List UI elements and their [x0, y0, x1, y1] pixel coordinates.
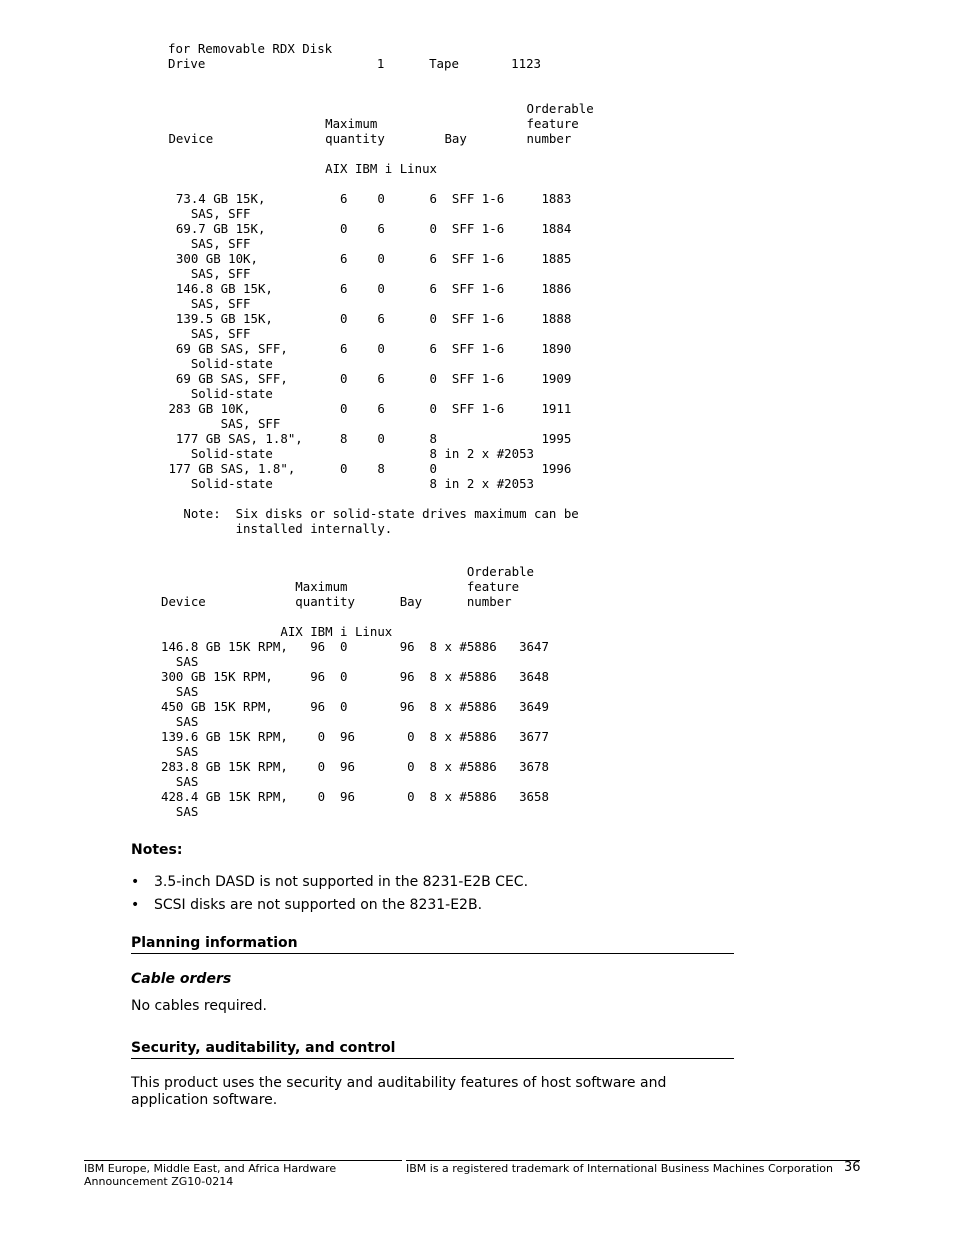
internal-disk-table — [161, 101, 594, 536]
cable-orders-text: No cables required. — [131, 998, 268, 1014]
planning-information-heading: Planning information — [131, 935, 734, 954]
bullet-icon: • — [131, 874, 140, 890]
table-row: 300 GB 15K RPM, 96 0 96 8 x #5886 3648 SAS — [161, 669, 549, 699]
table-row: 283 GB 10K, 0 6 0 SFF 1-6 1911 SAS, SFF — [168, 401, 572, 431]
notes-list — [131, 873, 528, 919]
table-row: 139.6 GB 15K RPM, 0 96 0 8 x #5886 3677 SAS — [161, 729, 549, 759]
page-number: 36 — [844, 1160, 861, 1175]
table-row: 69 GB SAS, SFF, 0 6 0 SFF 1-6 1909 Solid-state — [175, 371, 572, 401]
removable-rdx-drive-row: for Removable RDX Disk Drive 1 Tape 1123 — [168, 41, 541, 71]
notes-heading: Notes: — [131, 842, 183, 858]
cable-orders-subheading: Cable orders — [131, 971, 232, 987]
table-row: 146.8 GB 15K RPM, 96 0 96 8 x #5886 3647 SAS — [161, 639, 549, 669]
table-header: Orderable Maximum feature Device quantity Bay number AIX IBM i Linux — [161, 564, 534, 639]
table-row: 139.5 GB 15K, 0 6 0 SFF 1-6 1888 SAS, SFF — [175, 311, 572, 341]
table-row: 177 GB SAS, 1.8", 0 8 0 1996 Solid-state 8 in 2 x #2053 — [168, 461, 572, 491]
security-heading: Security, auditability, and control — [131, 1040, 734, 1059]
footer-announcement: IBM Europe, Middle East, and Africa Hardware Announcement ZG10-0214 — [84, 1162, 337, 1188]
list-item-text: 3.5-inch DASD is not supported in the 8231-E2B CEC. — [154, 874, 529, 890]
table-row: 69 GB SAS, SFF, 6 0 6 SFF 1-6 1890 Solid-state — [175, 341, 572, 371]
footer-trademark: IBM is a registered trademark of International Business Machines Corporation — [406, 1162, 833, 1175]
footer-divider-left — [84, 1160, 402, 1161]
table-row: 428.4 GB 15K RPM, 0 96 0 8 x #5886 3658 SAS — [161, 789, 549, 819]
list-item-text: SCSI disks are not supported on the 8231-E2B. — [154, 897, 483, 913]
list-item — [131, 873, 528, 896]
table-row: 177 GB SAS, 1.8", 8 0 8 1995 Solid-state 8 in 2 x #2053 — [175, 431, 572, 461]
bullet-icon: • — [131, 897, 140, 913]
external-disk-table — [161, 564, 549, 819]
footer-divider-right — [406, 1160, 860, 1161]
table-row: 450 GB 15K RPM, 96 0 96 8 x #5886 3649 SAS — [161, 699, 549, 729]
table-header: Orderable Maximum feature Device quantity Bay number AIX IBM i Linux — [168, 101, 594, 176]
table-note: Note: Six disks or solid-state drives maximum can be installed internally. — [183, 506, 579, 536]
security-text: This product uses the security and auditability features of host software and application software. — [131, 1075, 667, 1108]
table-row: 146.8 GB 15K, 6 0 6 SFF 1-6 1886 SAS, SFF — [175, 281, 572, 311]
table-row: 73.4 GB 15K, 6 0 6 SFF 1-6 1883 SAS, SFF — [175, 191, 572, 221]
list-item — [131, 896, 528, 919]
table-row: 300 GB 10K, 6 0 6 SFF 1-6 1885 SAS, SFF — [175, 251, 572, 281]
table-row: 69.7 GB 15K, 0 6 0 SFF 1-6 1884 SAS, SFF — [175, 221, 572, 251]
table-row: 283.8 GB 15K RPM, 0 96 0 8 x #5886 3678 SAS — [161, 759, 549, 789]
